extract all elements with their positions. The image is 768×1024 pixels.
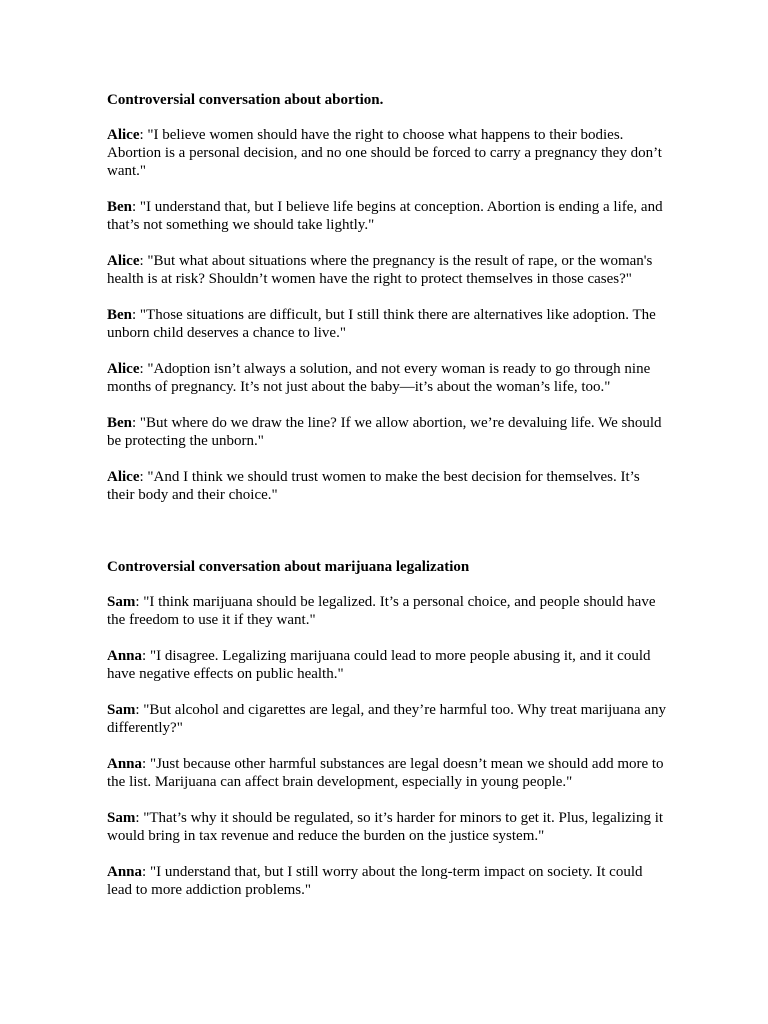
speaker-name: Anna	[107, 648, 143, 664]
dialogue-line	[107, 306, 668, 342]
dialogue-text: : "I understand that, but I still worry about the long-term impact on society. It could lead to more addiction problems."	[107, 864, 643, 898]
speaker-name: Anna	[107, 756, 143, 772]
dialogue-line	[107, 863, 668, 899]
dialogue-text: : "I understand that, but I believe life begins at conception. Abortion is ending a life, and that’s not something we should take lightly."	[107, 199, 663, 233]
speaker-name: Sam	[107, 594, 136, 610]
dialogue-text: : "Just because other harmful substances are legal doesn’t mean we should add more to the list. Marijuana can affect brain development, especially in young people."	[107, 756, 664, 790]
speaker-name: Sam	[107, 702, 136, 718]
dialogue-line	[107, 252, 668, 288]
section-heading: Controversial conversation about abortion.	[107, 92, 384, 108]
dialogue-line	[107, 593, 668, 629]
dialogue-text: : "That’s why it should be regulated, so it’s harder for minors to get it. Plus, legalizing it would bring in tax revenue and reduce the burden on the justice system."	[107, 810, 664, 844]
dialogue-text: : "But alcohol and cigarettes are legal, and they’re harmful too. Why treat marijuana any differently?"	[107, 702, 666, 736]
dialogue-line	[107, 647, 668, 683]
marijuana-conversation-section	[107, 558, 668, 899]
speaker-name: Ben	[107, 199, 133, 215]
dialogue-text: : "But what about situations where the pregnancy is the result of rape, or the woman's health is at risk? Shouldn’t women have the right to protect themselves in those cases?"	[107, 253, 653, 287]
dialogue-line	[107, 126, 668, 180]
section-heading: Controversial conversation about marijuana legalization	[107, 559, 470, 575]
dialogue-text: : "But where do we draw the line? If we allow abortion, we’re devaluing life. We should be protecting the unborn."	[107, 415, 662, 449]
dialogue-line	[107, 809, 668, 845]
speaker-name: Ben	[107, 307, 133, 323]
dialogue-text: : "I believe women should have the right to choose what happens to their bodies. Abortion is a personal decision, and no one should be forced to carry a pregnancy they don’t want."	[107, 127, 662, 179]
speaker-name: Alice	[107, 127, 140, 143]
dialogue-line	[107, 198, 668, 234]
speaker-name: Sam	[107, 810, 136, 826]
speaker-name: Alice	[107, 253, 140, 269]
dialogue-line	[107, 468, 668, 504]
speaker-name: Ben	[107, 415, 133, 431]
dialogue-text: : "Adoption isn’t always a solution, and not every woman is ready to go through nine months of pregnancy. It’s not just about the baby—it’s about the woman’s life, too."	[107, 361, 651, 395]
dialogue-text: : "And I think we should trust women to make the best decision for themselves. It’s their body and their choice."	[107, 469, 640, 503]
dialogue-line	[107, 360, 668, 396]
speaker-name: Alice	[107, 361, 140, 377]
speaker-name: Alice	[107, 469, 140, 485]
abortion-conversation-section	[107, 91, 668, 504]
dialogue-line	[107, 414, 668, 450]
speaker-name: Anna	[107, 864, 143, 880]
section-spacer	[107, 522, 668, 558]
dialogue-line	[107, 755, 668, 791]
dialogue-text: : "I think marijuana should be legalized. It’s a personal choice, and people should have the freedom to use it if they want."	[107, 594, 656, 628]
dialogue-text: : "Those situations are difficult, but I still think there are alternatives like adoption. The unborn child deserves a chance to live."	[107, 307, 656, 341]
dialogue-text: : "I disagree. Legalizing marijuana could lead to more people abusing it, and it could have negative effects on public health."	[107, 648, 651, 682]
dialogue-line	[107, 701, 668, 737]
